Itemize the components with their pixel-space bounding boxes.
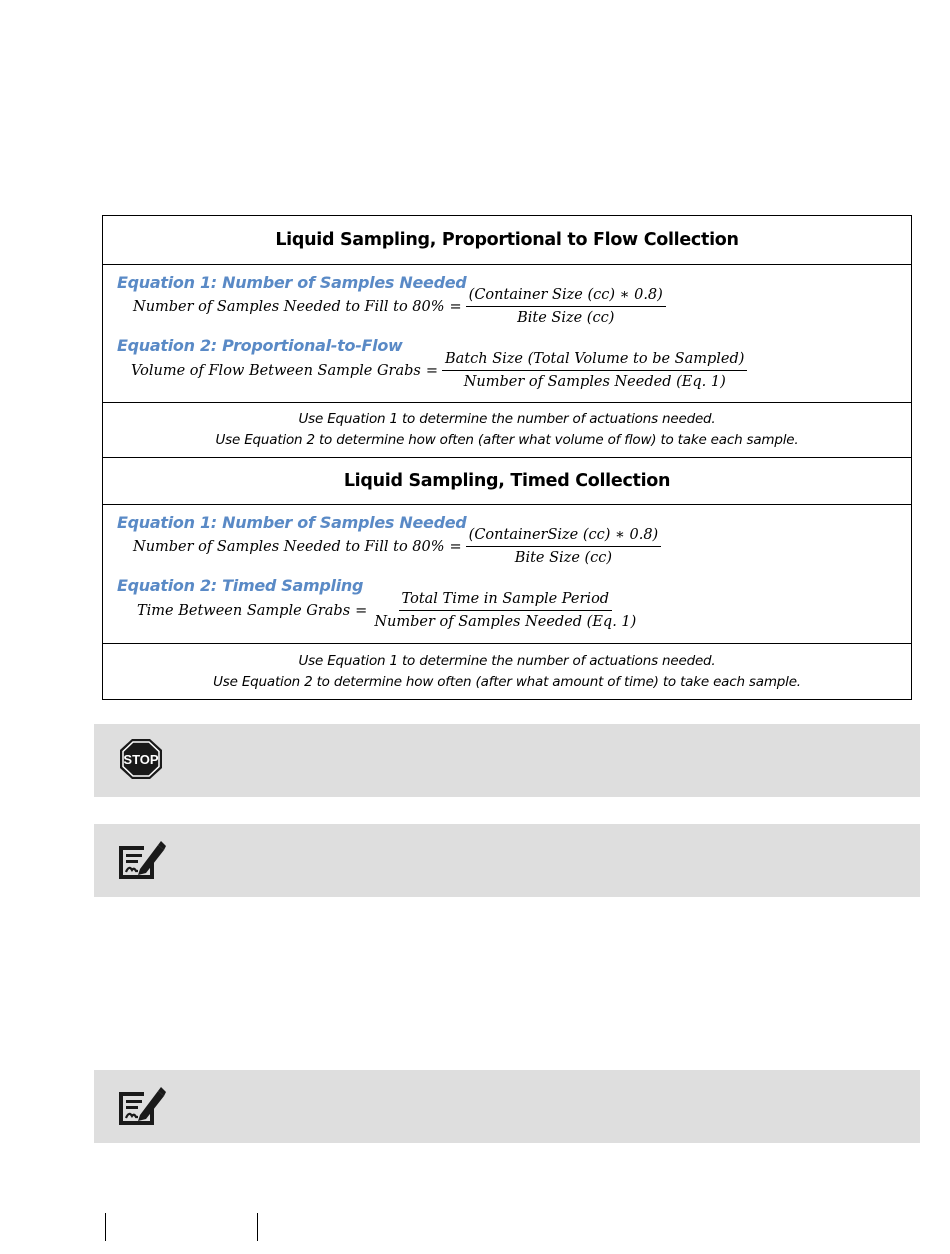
- equals-sign: =: [355, 602, 368, 619]
- numerator: (Container Size (cc) ∗ 0.8): [466, 287, 666, 307]
- note-line-2: Use Equation 2 to determine how often (after what amount of time) to take each sample.: [213, 673, 801, 690]
- note-callout-box: [94, 1070, 920, 1143]
- denominator: Bite Size (cc): [517, 310, 615, 326]
- equations-table: [102, 215, 912, 700]
- fraction: [466, 527, 662, 566]
- usage-note-timed: [103, 644, 911, 699]
- equation-1-formula: [133, 527, 661, 566]
- note-line-1: Use Equation 1 to determine the number of actuations needed.: [298, 652, 716, 669]
- equation-1-title: Equation 1: Number of Samples Needed: [117, 273, 467, 292]
- note-line-2: Use Equation 2 to determine how often (after what volume of flow) to take each sample.: [215, 432, 799, 448]
- stop-callout-box: [94, 724, 920, 797]
- equation-2-title: Equation 2: Proportional-to-Flow: [117, 336, 403, 355]
- footer-divider: [105, 1213, 106, 1241]
- equals-sign: =: [449, 538, 462, 555]
- section-header-proportional: Liquid Sampling, Proportional to Flow Collection: [103, 216, 911, 265]
- note-pencil-icon: [116, 1083, 166, 1127]
- equation-lhs: Volume of Flow Between Sample Grabs: [131, 362, 421, 379]
- note-pencil-icon: [116, 837, 166, 881]
- fraction: [442, 351, 747, 390]
- equation-2-formula: [131, 351, 747, 390]
- section-header-timed: Liquid Sampling, Timed Collection: [103, 458, 911, 505]
- equation-lhs: Number of Samples Needed to Fill to 80%: [133, 298, 445, 315]
- equation-lhs: Number of Samples Needed to Fill to 80%: [133, 538, 445, 555]
- numerator: (ContainerSize (cc) ∗ 0.8): [466, 527, 662, 547]
- equations-block-timed: [103, 505, 911, 644]
- equation-lhs: Time Between Sample Grabs: [137, 602, 351, 619]
- note-callout-box: [94, 824, 920, 897]
- usage-note-proportional: [103, 403, 911, 458]
- numerator: Batch Size (Total Volume to be Sampled): [442, 351, 747, 371]
- fraction: [371, 591, 639, 630]
- equation-1-title: Equation 1: Number of Samples Needed: [117, 513, 467, 532]
- equation-2-formula: [137, 591, 639, 630]
- equation-2-title: Equation 2: Timed Sampling: [117, 576, 364, 595]
- note-line-1: Use Equation 1 to determine the number of actuations needed.: [298, 411, 716, 427]
- equals-sign: =: [449, 298, 462, 315]
- equations-block-proportional: [103, 265, 911, 403]
- equals-sign: =: [425, 362, 439, 379]
- footer-divider: [257, 1213, 258, 1241]
- equation-1-formula: [133, 287, 666, 326]
- numerator: Total Time in Sample Period: [399, 591, 613, 611]
- denominator: Number of Samples Needed (Eq. 1): [463, 374, 726, 390]
- denominator: Number of Samples Needed (Eq. 1): [374, 614, 637, 630]
- stop-sign-text: STOP: [123, 752, 159, 767]
- denominator: Bite Size (cc): [514, 550, 613, 566]
- stop-sign-icon: [116, 737, 166, 781]
- fraction: [466, 287, 666, 326]
